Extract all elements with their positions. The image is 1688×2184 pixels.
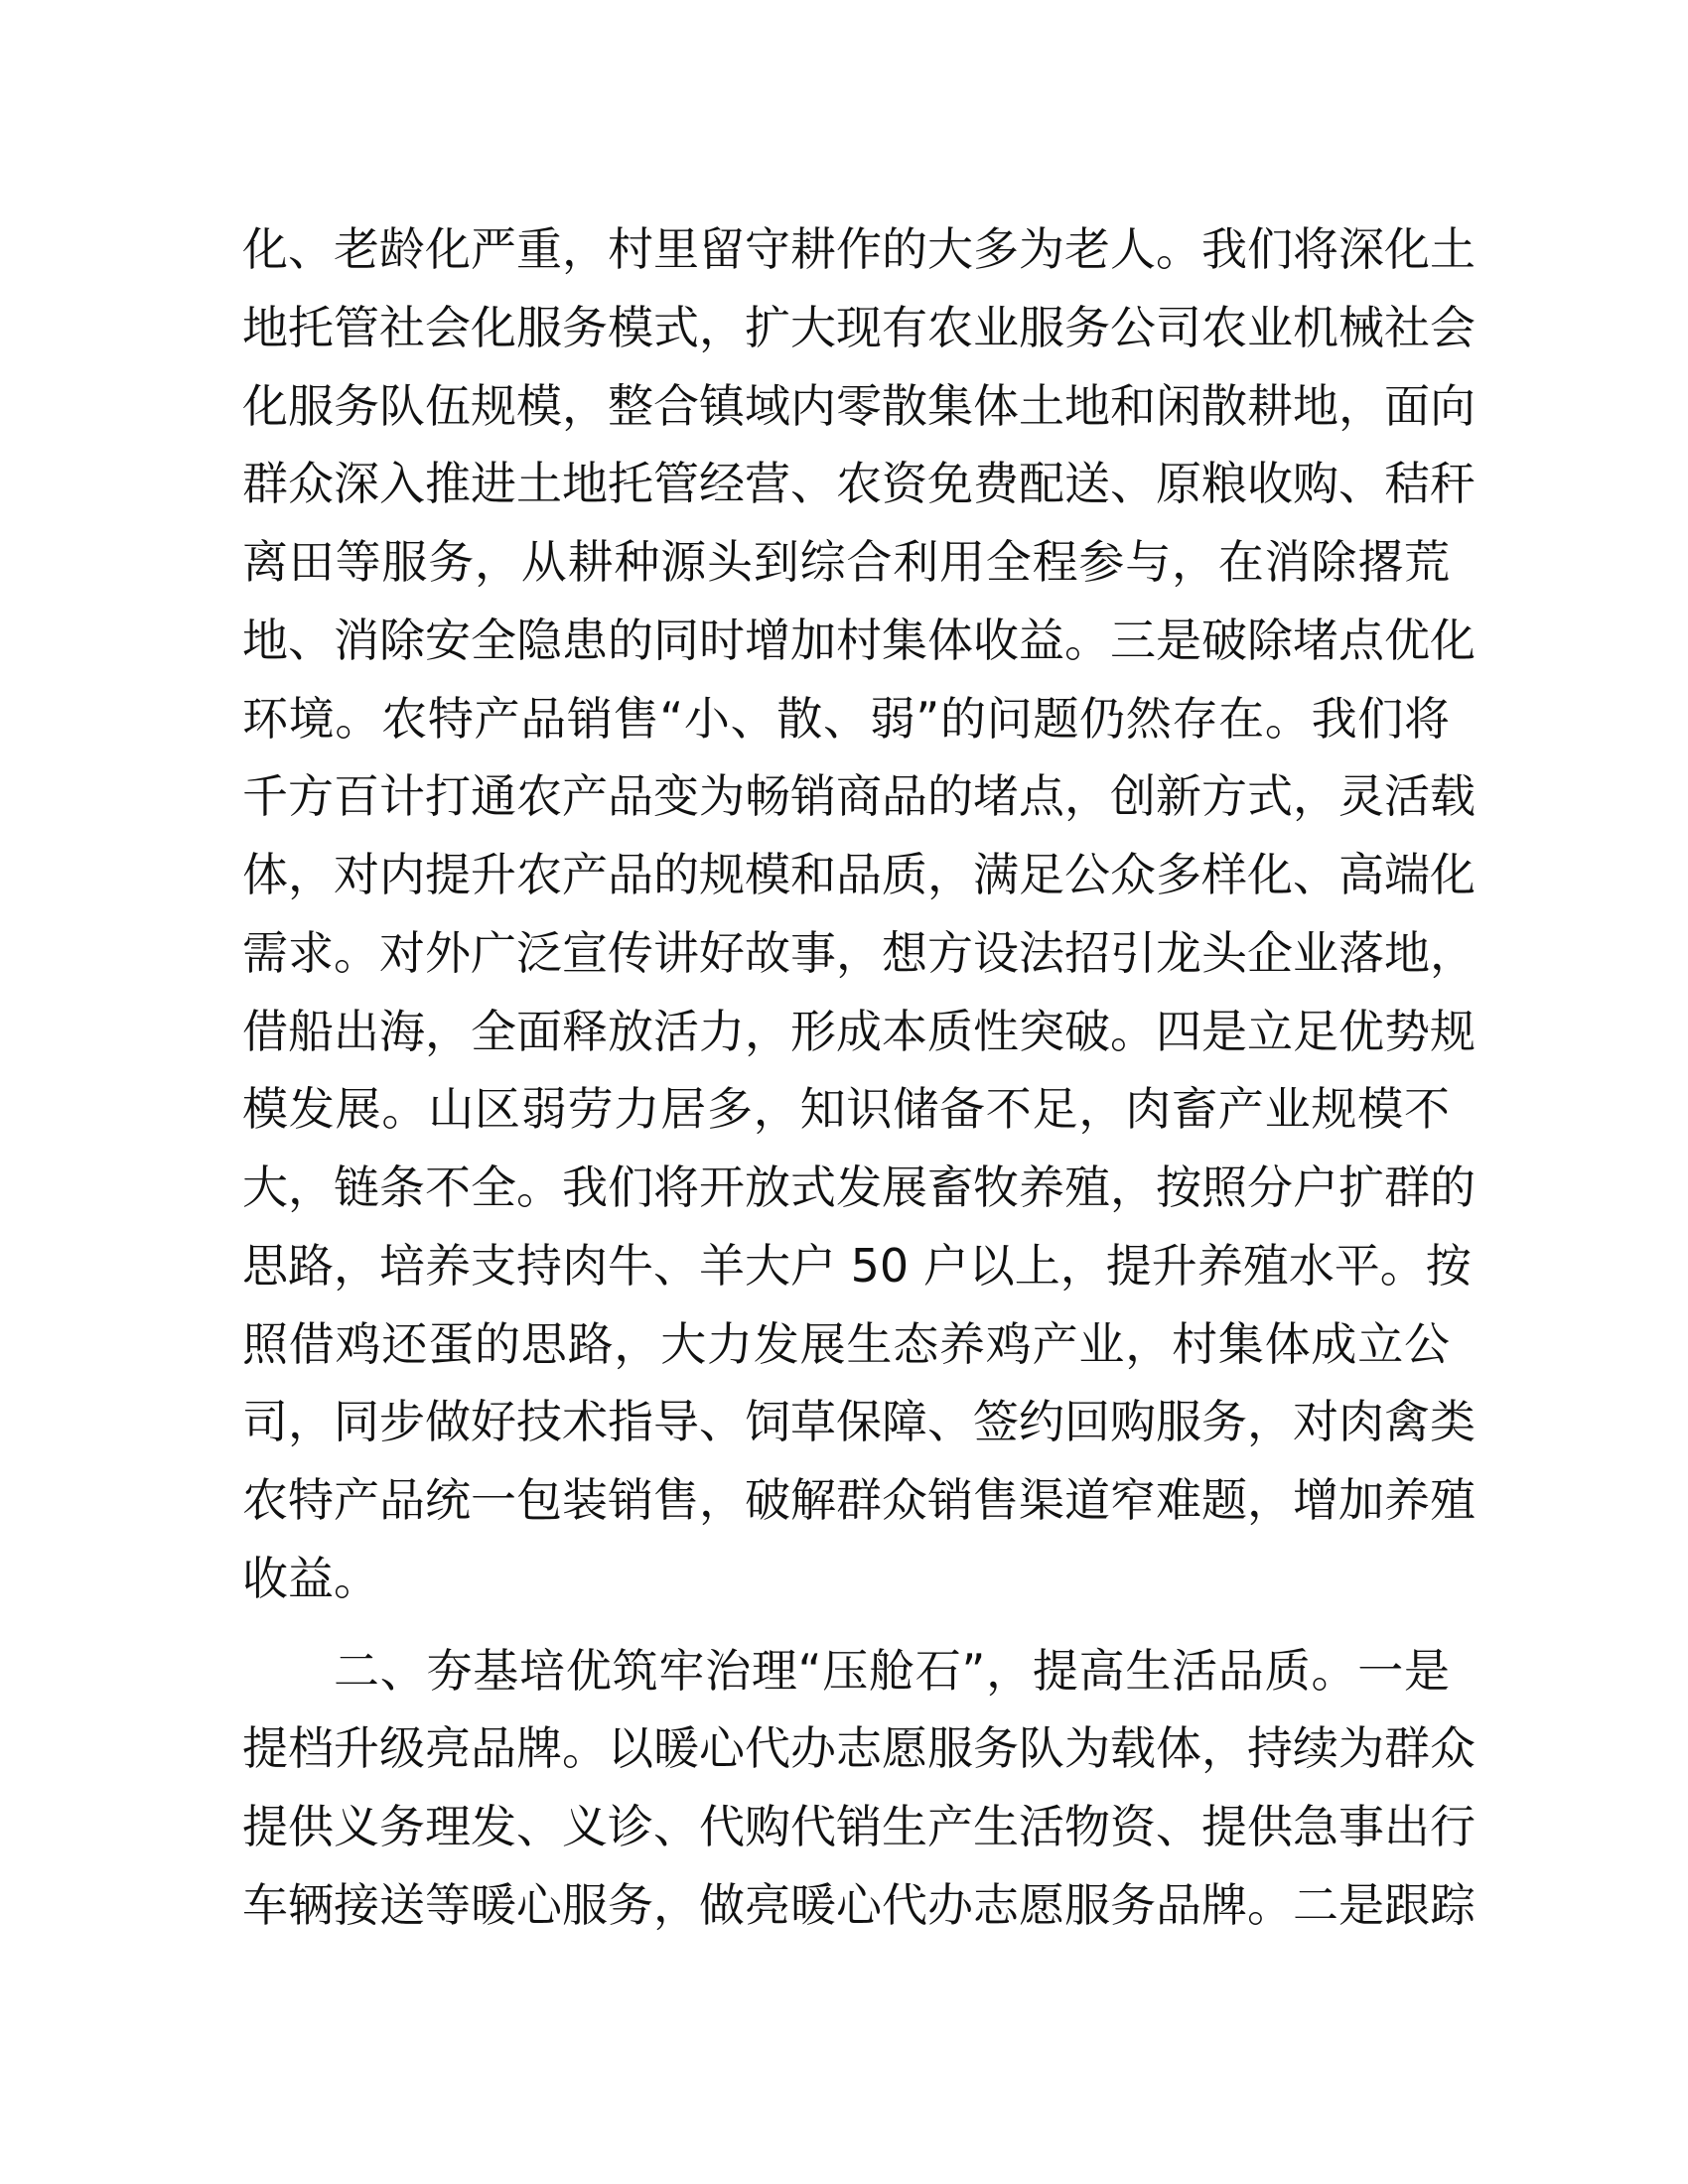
text-line: 二、夯基培优筑牢治理“压舱石”，提高生活品质。一是	[334, 1643, 1450, 1698]
text-line: 农特产品统一包装销售，破解群众销售渠道窄难题，增加养殖	[242, 1473, 1476, 1527]
text-line: 照借鸡还蛋的思路，大力发展生态养鸡产业，村集体成立公	[242, 1316, 1450, 1371]
text-line: 千方百计打通农产品变为畅销商品的堵点，创新方式，灵活载	[242, 769, 1476, 824]
text-line: 体，对内提升农产品的规模和品质，满足公众多样化、高端化	[242, 848, 1476, 901]
text-line: 司，同步做好技术指导、饲草保障、签约回购服务，对肉禽类	[242, 1395, 1476, 1449]
text-line: 环境。农特产品销售“小、散、弱”的问题仍然存在。我们将	[242, 691, 1450, 746]
text-line: 提供义务理发、义诊、代购代销生产生活物资、提供急事出行	[242, 1800, 1476, 1853]
text-line: 模发展。山区弱劳力居多，知识储备不足，肉畜产业规模不	[242, 1082, 1450, 1137]
paragraph-spacer	[242, 1618, 1450, 1632]
text-line: 大，链条不全。我们将开放式发展畜牧养殖，按照分户扩群的	[242, 1160, 1476, 1214]
text-line: 离田等服务，从耕种源头到综合利用全程参与，在消除撂荒	[242, 535, 1450, 589]
text-line: 借船出海，全面释放活力，形成本质性突破。四是立足优势规	[242, 1004, 1476, 1058]
body-text	[242, 210, 1476, 1945]
text-line: 收益。	[242, 1551, 379, 1605]
paragraph	[242, 210, 1476, 1618]
text-line: 地托管社会化服务模式，扩大现有农业服务公司农业机械社会	[242, 300, 1476, 354]
text-line: 群众深入推进土地托管经营、农资免费配送、原粮收购、秸秆	[242, 457, 1476, 511]
text-line: 车辆接送等暖心服务，做亮暖心代办志愿服务品牌。二是跟踪	[242, 1877, 1476, 1932]
text-line: 地、消除安全隐患的同时增加村集体收益。三是破除堵点优化	[242, 613, 1476, 667]
text-line: 提档升级亮品牌。以暖心代办志愿服务队为载体，持续为群众	[242, 1721, 1476, 1776]
text-line: 化、老龄化严重，村里留守耕作的大多为老人。我们将深化土	[242, 222, 1476, 276]
text-line: 化服务队伍规模，整合镇域内零散集体土地和闲散耕地，面向	[242, 378, 1476, 433]
paragraph	[242, 1632, 1476, 1945]
text-line: 思路，培养支持肉牛、羊大户 50 户以上，提升养殖水平。按	[242, 1238, 1472, 1293]
text-line: 需求。对外广泛宣传讲好故事，想方设法招引龙头企业落地，	[242, 925, 1476, 980]
